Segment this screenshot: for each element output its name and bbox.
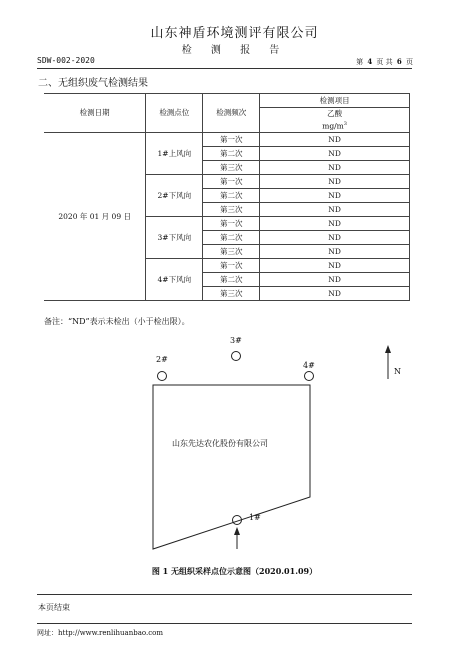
page-current: 4 bbox=[367, 57, 373, 66]
point-3-marker bbox=[232, 352, 241, 361]
value-cell: ND bbox=[260, 174, 410, 188]
frequency-cell: 第二次 bbox=[203, 230, 260, 244]
company-name: 山东神盾环境测评有限公司 bbox=[150, 26, 319, 41]
unit-base: mg/m bbox=[322, 121, 344, 131]
page-mid: 页 共 bbox=[376, 58, 393, 66]
figure-caption: 图 1 无组织采样点位示意图（2020.01.09） bbox=[151, 566, 318, 576]
point-2-label: 2# bbox=[156, 355, 168, 364]
frequency-cell: 第一次 bbox=[203, 174, 260, 188]
point-cell: 1#上风向 bbox=[146, 132, 203, 174]
frequency-cell: 第三次 bbox=[203, 202, 260, 216]
page-total: 6 bbox=[396, 57, 402, 66]
value-cell: ND bbox=[260, 132, 410, 146]
value-cell: ND bbox=[260, 258, 410, 272]
section-title: 二、无组织废气检测结果 bbox=[38, 78, 148, 89]
date-cell: 2020 年 01 月 09 日 bbox=[44, 132, 146, 300]
unit-exponent: 3 bbox=[343, 121, 347, 127]
point-1-label: 1# bbox=[249, 513, 261, 522]
document-number: SDW-002-2020 bbox=[37, 56, 95, 65]
footer-rule-top bbox=[37, 594, 412, 595]
header-item: 乙酸 bbox=[260, 108, 410, 120]
value-cell: ND bbox=[260, 244, 410, 258]
value-cell: ND bbox=[260, 272, 410, 286]
frequency-cell: 第一次 bbox=[203, 216, 260, 230]
point-cell: 3#下风向 bbox=[146, 216, 203, 258]
header-item-group: 检测项目 bbox=[260, 94, 410, 108]
point-3-label: 3# bbox=[230, 336, 242, 345]
website: 网址：http://www.renlihuanbao.com bbox=[37, 629, 163, 637]
north-label: N bbox=[394, 367, 401, 376]
site-name: 山东先达农化股份有限公司 bbox=[172, 439, 268, 448]
frequency-cell: 第三次 bbox=[203, 286, 260, 300]
header-date: 检测日期 bbox=[44, 94, 146, 133]
value-cell: ND bbox=[260, 202, 410, 216]
value-cell: ND bbox=[260, 286, 410, 300]
value-cell: ND bbox=[260, 216, 410, 230]
header-frequency: 检测频次 bbox=[203, 94, 260, 133]
frequency-cell: 第三次 bbox=[203, 244, 260, 258]
value-cell: ND bbox=[260, 160, 410, 174]
value-cell: ND bbox=[260, 146, 410, 160]
north-arrow-head bbox=[385, 345, 391, 353]
frequency-cell: 第二次 bbox=[203, 188, 260, 202]
value-cell: ND bbox=[260, 188, 410, 202]
frequency-cell: 第二次 bbox=[203, 272, 260, 286]
page-end: 本页结束 bbox=[38, 603, 70, 612]
frequency-cell: 第二次 bbox=[203, 146, 260, 160]
wind-arrow-head bbox=[234, 527, 240, 535]
point-cell: 2#下风向 bbox=[146, 174, 203, 216]
table-note: 备注：“ND”表示未检出（小于检出限）。 bbox=[44, 317, 190, 326]
frequency-cell: 第一次 bbox=[203, 132, 260, 146]
point-cell: 4#下风向 bbox=[146, 258, 203, 300]
header-point: 检测点位 bbox=[146, 94, 203, 133]
frequency-cell: 第三次 bbox=[203, 160, 260, 174]
frequency-cell: 第一次 bbox=[203, 258, 260, 272]
page-suffix: 页 bbox=[406, 58, 413, 66]
site-outline bbox=[153, 385, 310, 549]
document-title: 检 测 报 告 bbox=[181, 45, 288, 56]
footer-rule-bottom bbox=[37, 623, 412, 624]
value-cell: ND bbox=[260, 230, 410, 244]
page-prefix: 第 bbox=[356, 58, 364, 66]
point-4-marker bbox=[305, 372, 314, 381]
point-4-label: 4# bbox=[303, 361, 315, 370]
point-2-marker bbox=[158, 372, 167, 381]
